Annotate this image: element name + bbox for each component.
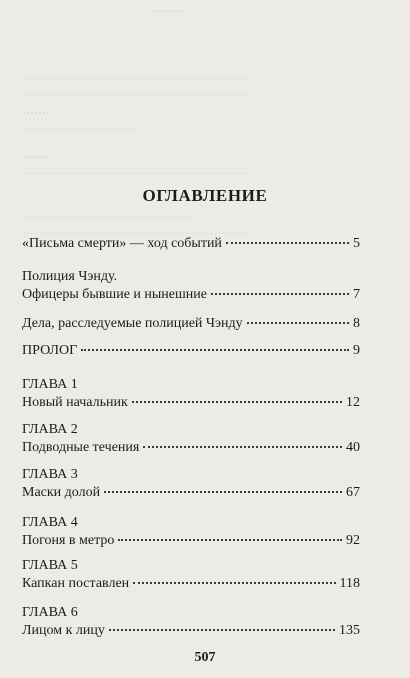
toc-entry-page: 9 <box>353 343 360 358</box>
dot-leader <box>247 322 349 324</box>
dot-leader <box>133 582 335 584</box>
toc-entry-page: 8 <box>353 316 360 331</box>
dot-leader <box>211 293 349 295</box>
toc-entry-title: Маски долой <box>22 485 101 500</box>
toc-entry-page: 40 <box>346 440 360 455</box>
page-number: 507 <box>194 650 216 665</box>
toc-entry <box>22 420 360 460</box>
toc-entry-title: «Письма смерти» — ход событий <box>22 236 222 251</box>
contents-title: ОГЛАВЛЕНИЕ <box>142 186 268 205</box>
toc-entry-page: 135 <box>339 623 360 638</box>
toc-entry-title: ПРОЛОГ <box>22 343 78 358</box>
toc-entry <box>22 236 360 256</box>
toc-entry <box>22 267 360 307</box>
toc-entry <box>22 343 360 363</box>
toc-entry <box>22 556 360 596</box>
dot-leader <box>143 446 342 448</box>
toc-entry-page: 7 <box>353 287 360 302</box>
toc-entry-page: 5 <box>353 236 360 251</box>
toc-entry <box>22 513 360 553</box>
toc-entry <box>22 603 360 643</box>
toc-entry-page: 67 <box>346 485 360 500</box>
toc-entry <box>22 375 360 415</box>
toc-entry-title: Дела, расследуемые полицией Чэнду <box>22 316 243 331</box>
dot-leader <box>104 491 342 493</box>
toc-entry-title: Лицом к лицу <box>22 623 105 638</box>
toc-entry-heading: ГЛАВА 6 <box>22 605 78 620</box>
toc-entry-heading: ГЛАВА 2 <box>22 422 78 437</box>
toc-entry-heading: ГЛАВА 3 <box>22 467 78 482</box>
toc-entry-page: 118 <box>339 576 360 591</box>
toc-entry-title: Погоня в метро <box>22 533 115 548</box>
dot-leader <box>81 349 349 351</box>
book-page: ········ ·························································· ·························································· ······· ······························ ······· ·························································· ··········································· ·························································· ОГЛАВЛЕНИЕ «Письма смерти» — ход событий 5 Полиция Чэнду. Офицеры бывшие и нынешние 7 Дела, расследуемые полицией Чэнду 8 ПРОЛОГ 9 ГЛАВА 1 Новый начальник 12 ГЛАВА 2 Подводные течения 40 ГЛАВА 3 Маски долой 67 ГЛАВА 4 Погоня в метро 92 ГЛАВА 5 Капкан поставлен 118 ГЛАВА 6 Лицом к лицу 135 507 <box>0 0 410 678</box>
toc-entry <box>22 465 360 505</box>
dot-leader <box>118 539 342 541</box>
toc-entry-heading: ГЛАВА 5 <box>22 558 78 573</box>
toc-entry-heading: ГЛАВА 4 <box>22 515 78 530</box>
dot-leader <box>109 629 335 631</box>
toc-entry-page: 92 <box>346 533 360 548</box>
toc-entry-title: Офицеры бывшие и нынешние <box>22 287 207 302</box>
toc-entry-title: Капкан поставлен <box>22 576 130 591</box>
toc-entry <box>22 316 360 336</box>
toc-entry-title: Новый начальник <box>22 395 128 410</box>
toc-entry-heading: Полиция Чэнду. <box>22 269 118 284</box>
dot-leader <box>226 242 349 244</box>
toc-entry-page: 12 <box>346 395 360 410</box>
toc-entry-heading: ГЛАВА 1 <box>22 377 78 392</box>
toc-entry-title: Подводные течения <box>22 440 140 455</box>
dot-leader <box>132 401 342 403</box>
